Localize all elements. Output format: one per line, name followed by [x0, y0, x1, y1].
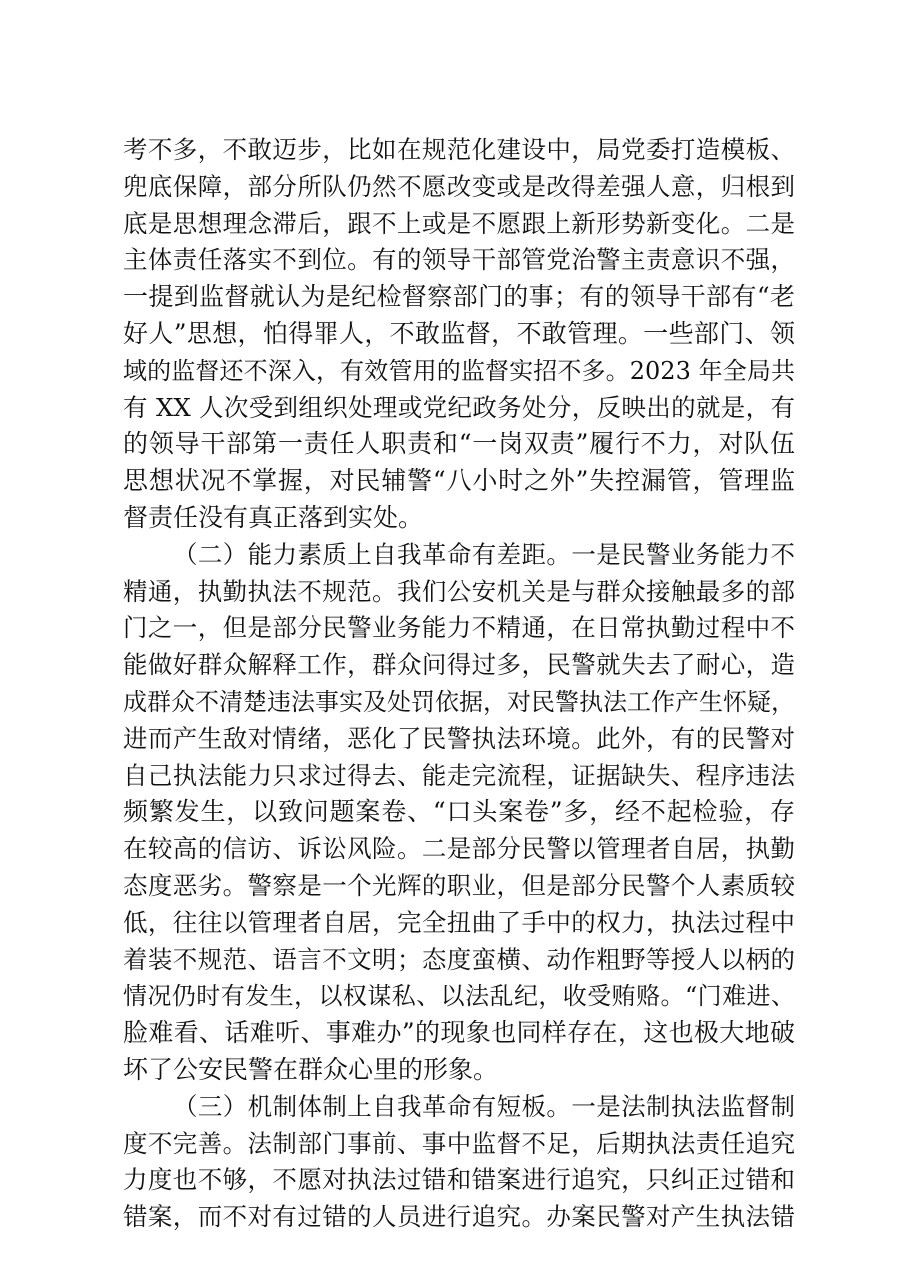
text-line: 进而产生敌对情绪，恶化了民警执法环境。此外，有的民警对 [123, 723, 795, 753]
text-line: 考不多，不敢迈步，比如在规范化建设中，局党委打造模板、 [123, 135, 795, 164]
text-line: 低，往往以管理者自居，完全扭曲了手中的权力，执法过程中 [123, 907, 795, 937]
paragraph-2 [123, 537, 795, 1089]
text-line: 一提到监督就认为是纪检督察部门的事；有的领导干部有“老 [123, 282, 795, 312]
text-line: 能做好群众解释工作，群众问得过多，民警就失去了耐心，造 [123, 650, 795, 680]
text-line: 频繁发生，以致问题案卷、“口头案卷”多，经不起检验，存 [123, 797, 795, 827]
text-line: 的领导干部第一责任人职责和“一岗双责”履行不力，对队伍 [123, 429, 795, 459]
text-line: 坏了公安民警在群众心里的形象。 [123, 1054, 499, 1084]
text-line: 着装不规范、语言不文明；态度蛮横、动作粗野等授人以柄的 [123, 944, 795, 974]
text-line: 思想状况不掌握，对民辅警“八小时之外”失控漏管，管理监 [123, 466, 795, 496]
text-line: 好人”思想，怕得罪人，不敢监督，不敢管理。一些部门、领 [123, 318, 795, 348]
text-line: 域的监督还不深入，有效管用的监督实招不多。2023 年全局共 [123, 356, 795, 385]
text-line: 在较高的信访、诉讼风险。二是部分民警以管理者自居，执勤 [123, 834, 795, 864]
text-line: 底是思想理念滞后，跟不上或是不愿跟上新形势新变化。二是 [123, 208, 795, 238]
text-line: 力度也不够，不愿对执法过错和错案进行追究，只纠正过错和 [123, 1165, 795, 1195]
text-line: 情况仍时有发生，以权谋私、以法乱纪，收受贿赂。“门难进、 [123, 982, 795, 1011]
text-line: 成群众不清楚违法事实及处罚依据，对民警执法工作产生怀疑， [123, 687, 795, 716]
text-line: 督责任没有真正落到实处。 [123, 502, 424, 532]
text-line: 门之一，但是部分民警业务能力不精通，在日常执勤过程中不 [123, 613, 795, 643]
text-line: 度不完善。法制部门事前、事中监督不足，后期执法责任追究 [123, 1128, 795, 1158]
text-line: 错案，而不对有过错的人员进行追究。办案民警对产生执法错 [123, 1202, 795, 1232]
text-line: 态度恶劣。警察是一个光辉的职业，但是部分民警个人素质较 [123, 870, 795, 900]
paragraph-heading-line: （三）机制体制上自我革命有短板。一是法制执法监督制 [173, 1091, 795, 1121]
paragraph-1 [123, 132, 795, 537]
text-line: 精通，执勤执法不规范。我们公安机关是与群众接触最多的部 [123, 576, 795, 606]
document-page [123, 132, 795, 1236]
text-line: 有 XX 人次受到组织处理或党纪政务处分，反映出的就是，有 [123, 392, 795, 422]
paragraph-3 [123, 1089, 795, 1236]
text-line: 兜底保障，部分所队仍然不愿改变或是改得差强人意，归根到 [123, 171, 795, 201]
text-line: 主体责任落实不到位。有的领导干部管党治警主责意识不强， [123, 245, 795, 275]
text-line: 脸难看、话难听、事难办”的现象也同样存在，这也极大地破 [123, 1018, 795, 1048]
text-line: 自己执法能力只求过得去、能走完流程，证据缺失、程序违法 [123, 760, 795, 790]
paragraph-heading-line: （二）能力素质上自我革命有差距。一是民警业务能力不 [173, 539, 795, 569]
